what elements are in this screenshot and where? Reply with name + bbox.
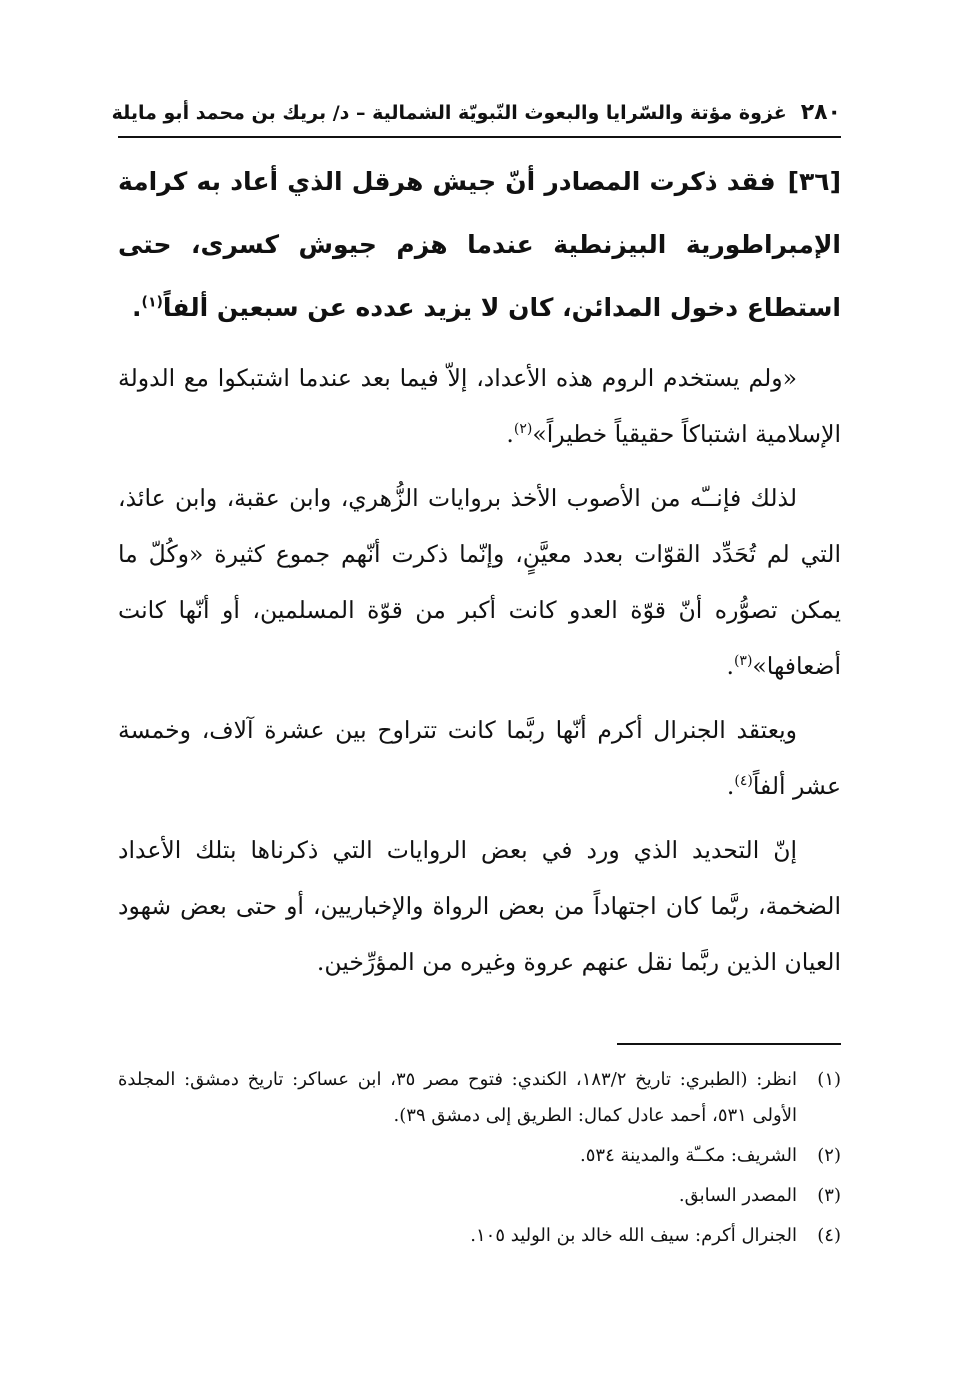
- footnote-number: (٣): [817, 1185, 841, 1206]
- numbered-item: [118, 150, 841, 339]
- footnote-number: (١): [817, 1069, 842, 1090]
- paragraph-end: .: [726, 652, 734, 680]
- item-text: فقد ذكرت المصادر أنّ جيش هرقل الذي أعاد به كرامة الإمبراطورية البيزنطية عندما هزم جيوش كسرى، حتى استطاع دخول المدائن، كان لا يزيد عدده عن سبعين ألفاً: [118, 167, 841, 322]
- footnote-text: الجنرال أكرم: سيف الله خالد بن الوليد ١٠٥.: [470, 1225, 797, 1246]
- footnotes: [118, 1062, 841, 1258]
- paragraph-text: «ولم يستخدم الروم هذه الأعداد، إلاّ فيما بعد عندما اشتبكوا مع الدولة الإسلامية اشتباكاً حقيقياً خطيراً»: [118, 364, 841, 448]
- footnote-number: (٢): [817, 1145, 841, 1166]
- footnote: [118, 1138, 841, 1174]
- footnote-ref: (١): [141, 294, 163, 311]
- footnote-divider: [617, 1043, 841, 1045]
- header-divider: [118, 136, 841, 138]
- paragraph: [118, 822, 841, 990]
- footnote-text: الشريف: مكــّة والمدينة ٥٣٤.: [580, 1145, 797, 1166]
- page-number: ٢٨٠: [800, 100, 841, 125]
- footnote: [118, 1218, 841, 1254]
- paragraph: [118, 470, 841, 694]
- paragraph-end: .: [726, 772, 735, 800]
- paragraph-text: ويعتقد الجنرال أكرم أنّها ربَّما كانت تتراوح بين عشرة آلاف، وخمسة عشر ألفاً: [118, 716, 841, 800]
- item-end: .: [132, 293, 142, 322]
- paragraph-text: لذلك فإنــّه من الأصوب الأخذ بروايات الزُّهري، وابن عقبة، وابن عائذ، التي لم تُحَدِّد القوّات بعدد معيَّنٍ، وإنّما ذكرت أنّهم جموع كثيرة «وكُلّ ما يمكن تصوُّره أنّ قوّة العدو كانت أكبر من قوّة المسلمين، أو أنّها كانت أضعافها»: [118, 484, 841, 680]
- running-header: [111, 100, 841, 125]
- paragraph-end: .: [506, 420, 514, 448]
- footnote-number: (٤): [817, 1225, 841, 1246]
- paragraph: [118, 702, 841, 814]
- footnote: [118, 1062, 841, 1134]
- footnote-text: المصدر السابق.: [678, 1185, 797, 1206]
- footnote: [118, 1178, 841, 1214]
- footnote-ref: (٢): [513, 421, 533, 438]
- footnote-text: انظر: (الطبري: تاريخ ١٨٣/٢، الكندي: فتوح مصر ٣٥، ابن عساكر: تاريخ دمشق: المجلدة الأولى ٥٣١، أحمد عادل كمال: الطريق إلى دمشق ٣٩).: [118, 1069, 798, 1126]
- running-title: غزوة مؤتة والسّرايا والبعوث النّبويّة الشمالية – د/ بريك بن محمد أبو مايلة: [111, 102, 787, 124]
- footnote-ref: (٤): [734, 773, 753, 790]
- footnote-ref: (٣): [733, 653, 753, 670]
- item-number: [٣٦]: [787, 167, 841, 196]
- paragraph: [118, 350, 841, 462]
- paragraph-text: إنّ التحديد الذي ورد في بعض الروايات التي ذكرناها بتلك الأعداد الضخمة، ربَّما كان اجتهاداً من بعض الرواة والإخباريين، أو حتى بعض شهود العيان الذين ربَّما نقل عنهم عروة وغيره من المؤرِّخين.: [118, 836, 841, 976]
- body-text: [118, 350, 841, 998]
